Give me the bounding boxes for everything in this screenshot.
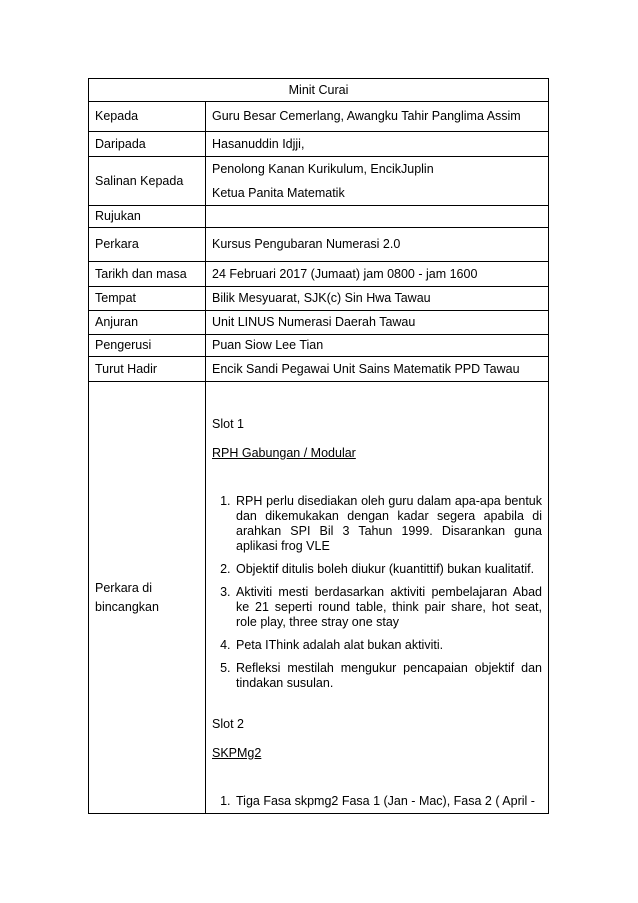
row-perkara xyxy=(89,228,549,262)
list-item: 3. Aktiviti mesti berdasarkan aktiviti pembelajaran Abad ke 21 seperti round table, think pair share, hot seat, role play, three stray one stay xyxy=(234,585,542,630)
row-value: Encik Sandi Pegawai Unit Sains Matematik PPD Tawau xyxy=(206,357,549,382)
memo-title: Minit Curai xyxy=(89,79,549,102)
list-item: 1. RPH perlu disediakan oleh guru dalam apa-apa bentuk dan dikemukakan dengan kadar segera apabila di arahkan SPI Bil 3 Tahun 1999. Disarankan guna aplikasi frog VLE xyxy=(234,494,542,554)
row-value xyxy=(206,206,549,228)
slot1-heading: Slot 1 xyxy=(212,416,244,431)
row-label xyxy=(89,382,206,814)
row-label: Kepada xyxy=(89,102,206,132)
label-line: bincangkan xyxy=(95,599,159,614)
row-value: 24 Februari 2017 (Jumaat) jam 0800 - jam 1600 xyxy=(206,262,549,287)
row-value: Puan Siow Lee Tian xyxy=(206,335,549,357)
slot2-heading: Slot 2 xyxy=(212,716,244,731)
title-row xyxy=(89,79,549,102)
label-line: Perkara di xyxy=(95,580,152,595)
row-label: Pengerusi xyxy=(89,335,206,357)
slot1-subheading: RPH Gabungan / Modular xyxy=(212,445,356,460)
row-salinan-kepada xyxy=(89,157,549,206)
discussion-content xyxy=(206,382,549,814)
row-perkara-dibincangkan xyxy=(89,382,549,814)
row-value: Unit LINUS Numerasi Daerah Tawau xyxy=(206,311,549,335)
row-daripada xyxy=(89,132,549,157)
row-rujukan xyxy=(89,206,549,228)
row-tarikh xyxy=(89,262,549,287)
row-label: Tempat xyxy=(89,287,206,311)
row-label: Anjuran xyxy=(89,311,206,335)
value-line: Penolong Kanan Kurikulum, EncikJuplin xyxy=(212,161,434,176)
row-value: Bilik Mesyuarat, SJK(c) Sin Hwa Tawau xyxy=(206,287,549,311)
slot1-list xyxy=(212,494,542,691)
row-label: Turut Hadir xyxy=(89,357,206,382)
row-pengerusi xyxy=(89,335,549,357)
list-item: 5. Refleksi mestilah mengukur pencapaian objektif dan tindakan susulan. xyxy=(234,661,542,691)
row-label: Tarikh dan masa xyxy=(89,262,206,287)
row-label: Rujukan xyxy=(89,206,206,228)
row-turut-hadir xyxy=(89,357,549,382)
row-label: Perkara xyxy=(89,228,206,262)
memo-table xyxy=(88,78,549,814)
row-value: Guru Besar Cemerlang, Awangku Tahir Panglima Assim xyxy=(206,102,549,132)
list-item: 4. Peta IThink adalah alat bukan aktiviti. xyxy=(234,638,542,653)
row-anjuran xyxy=(89,311,549,335)
row-tempat xyxy=(89,287,549,311)
slot2-subheading: SKPMg2 xyxy=(212,745,262,760)
row-label: Salinan Kepada xyxy=(89,157,206,206)
slot2-list xyxy=(212,794,542,809)
row-kepada xyxy=(89,102,549,132)
list-item: 2. Objektif ditulis boleh diukur (kuantittif) bukan kualitatif. xyxy=(234,562,542,577)
row-value: Hasanuddin Idjji, xyxy=(206,132,549,157)
value-line: Ketua Panita Matematik xyxy=(212,185,345,200)
row-label: Daripada xyxy=(89,132,206,157)
row-value xyxy=(206,157,549,206)
list-item: 1. Tiga Fasa skpmg2 Fasa 1 (Jan - Mac), Fasa 2 ( April - xyxy=(234,794,542,809)
row-value: Kursus Pengubaran Numerasi 2.0 xyxy=(206,228,549,262)
